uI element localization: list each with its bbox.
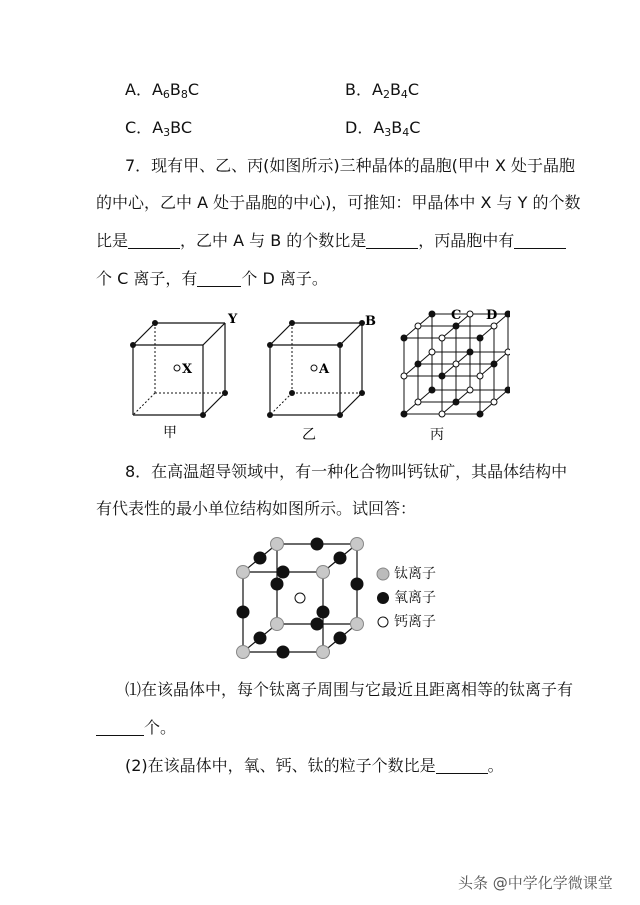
oxygen-ion bbox=[271, 578, 284, 591]
label-d: D bbox=[486, 308, 498, 323]
answer-blank[interactable] bbox=[197, 270, 241, 287]
option-c: C．$A_3BC$ bbox=[125, 118, 193, 139]
crystal-cell-yi bbox=[252, 305, 382, 445]
oxygen-ion bbox=[311, 538, 324, 551]
titanium-ion bbox=[317, 646, 330, 659]
oxygen-ion bbox=[334, 552, 347, 565]
ion-d-marker bbox=[505, 387, 510, 393]
ion-c-marker bbox=[491, 323, 497, 329]
q8-line1: 8．在高温超导领域中，有一种化合物叫钙钛矿，其晶体结构中 bbox=[125, 462, 568, 481]
ion-d-marker bbox=[491, 361, 497, 367]
ion-c-marker bbox=[415, 399, 421, 405]
ion-d-marker bbox=[467, 349, 473, 355]
titanium-ion bbox=[271, 618, 284, 631]
q7-line1: 7．现有甲、乙、丙(如图所示)三种晶体的晶胞(甲中 X 处于晶胞 bbox=[125, 156, 576, 175]
q7-line4: 个 C 离子，有 个 D 离子。 bbox=[96, 269, 328, 288]
titanium-ion bbox=[237, 646, 250, 659]
q7-line2: 的中心，乙中 A 处于晶胞的中心)，可推知：甲晶体中 X 与 Y 的个数 bbox=[96, 193, 581, 212]
ion-d-marker bbox=[429, 387, 435, 393]
legend-o: 氧离子 bbox=[394, 590, 436, 606]
titanium-ion bbox=[271, 538, 284, 551]
legend-ti: 钛离子 bbox=[394, 566, 436, 582]
label-a: A bbox=[319, 362, 330, 377]
ion-d-marker bbox=[477, 335, 483, 341]
answer-blank[interactable] bbox=[128, 232, 180, 249]
ion-c-marker bbox=[415, 323, 421, 329]
titanium-ion bbox=[351, 618, 364, 631]
calcium-ion bbox=[295, 593, 305, 603]
ion-c-marker bbox=[439, 411, 445, 417]
ion-d-marker bbox=[429, 311, 435, 317]
watermark: 头条 @中学化学微课堂 bbox=[458, 874, 613, 892]
ion-c-marker bbox=[401, 373, 407, 379]
oxygen-ion bbox=[237, 606, 250, 619]
ion-d-marker bbox=[453, 399, 459, 405]
subquestion-1: ⑴在该晶体中，每个钛离子周围与它最近且距离相等的钛离子有 bbox=[125, 680, 574, 699]
option-b: B．$A_2B_4C$ bbox=[345, 80, 420, 101]
crystal-cell-bing bbox=[390, 300, 510, 450]
label-c: C bbox=[451, 308, 462, 323]
q7-line3: 比是 ，乙中 A 与 B 的个数比是 ，丙晶胞中有 bbox=[96, 231, 566, 251]
legend-ca: 钙离子 bbox=[394, 614, 436, 630]
ion-c-marker bbox=[439, 335, 445, 341]
answer-blank[interactable] bbox=[514, 232, 566, 249]
label-y: Y bbox=[228, 312, 238, 327]
oxygen-ion bbox=[351, 578, 364, 591]
caption-jia: 甲 bbox=[163, 425, 177, 441]
option-a: A．$A_6B_8C$ bbox=[125, 80, 200, 101]
ion-d-marker bbox=[401, 335, 407, 341]
oxygen-ion bbox=[254, 632, 267, 645]
label-x: X bbox=[182, 362, 193, 377]
ion-c-marker bbox=[467, 387, 473, 393]
ion-c-marker bbox=[467, 311, 473, 317]
label-b: B bbox=[365, 314, 376, 329]
oxygen-ion bbox=[311, 618, 324, 631]
subquestion-2: (2)在该晶体中，氧、钙、钛的粒子个数比是 。 bbox=[125, 756, 504, 775]
ion-c-marker bbox=[429, 349, 435, 355]
option-d: D．$A_3B_4C$ bbox=[345, 118, 421, 139]
answer-blank[interactable] bbox=[96, 719, 144, 736]
q8-line2: 有代表性的最小单位结构如图所示。试回答： bbox=[96, 499, 417, 518]
titanium-ion bbox=[237, 566, 250, 579]
titanium-ion bbox=[351, 538, 364, 551]
oxygen-ion bbox=[334, 632, 347, 645]
ion-d-marker bbox=[477, 411, 483, 417]
oxygen-ion bbox=[277, 646, 290, 659]
oxygen-ion bbox=[277, 566, 290, 579]
oxygen-ion bbox=[254, 552, 267, 565]
subquestion-1-answer: 个。 bbox=[96, 718, 176, 738]
answer-blank[interactable] bbox=[436, 757, 488, 774]
ion-d-marker bbox=[453, 323, 459, 329]
ion-c-marker bbox=[491, 399, 497, 405]
ion-d-marker bbox=[401, 411, 407, 417]
ion-d-marker bbox=[415, 361, 421, 367]
ion-d-marker bbox=[439, 373, 445, 379]
answer-blank[interactable] bbox=[366, 232, 418, 249]
caption-yi: 乙 bbox=[302, 427, 316, 443]
oxygen-ion bbox=[317, 606, 330, 619]
crystal-cell-jia bbox=[115, 305, 245, 445]
titanium-ion bbox=[317, 566, 330, 579]
caption-bing: 丙 bbox=[430, 427, 444, 443]
ion-c-marker bbox=[477, 373, 483, 379]
ion-c-marker bbox=[505, 349, 510, 355]
ion-c-marker bbox=[453, 361, 459, 367]
ion-d-marker bbox=[505, 311, 510, 317]
